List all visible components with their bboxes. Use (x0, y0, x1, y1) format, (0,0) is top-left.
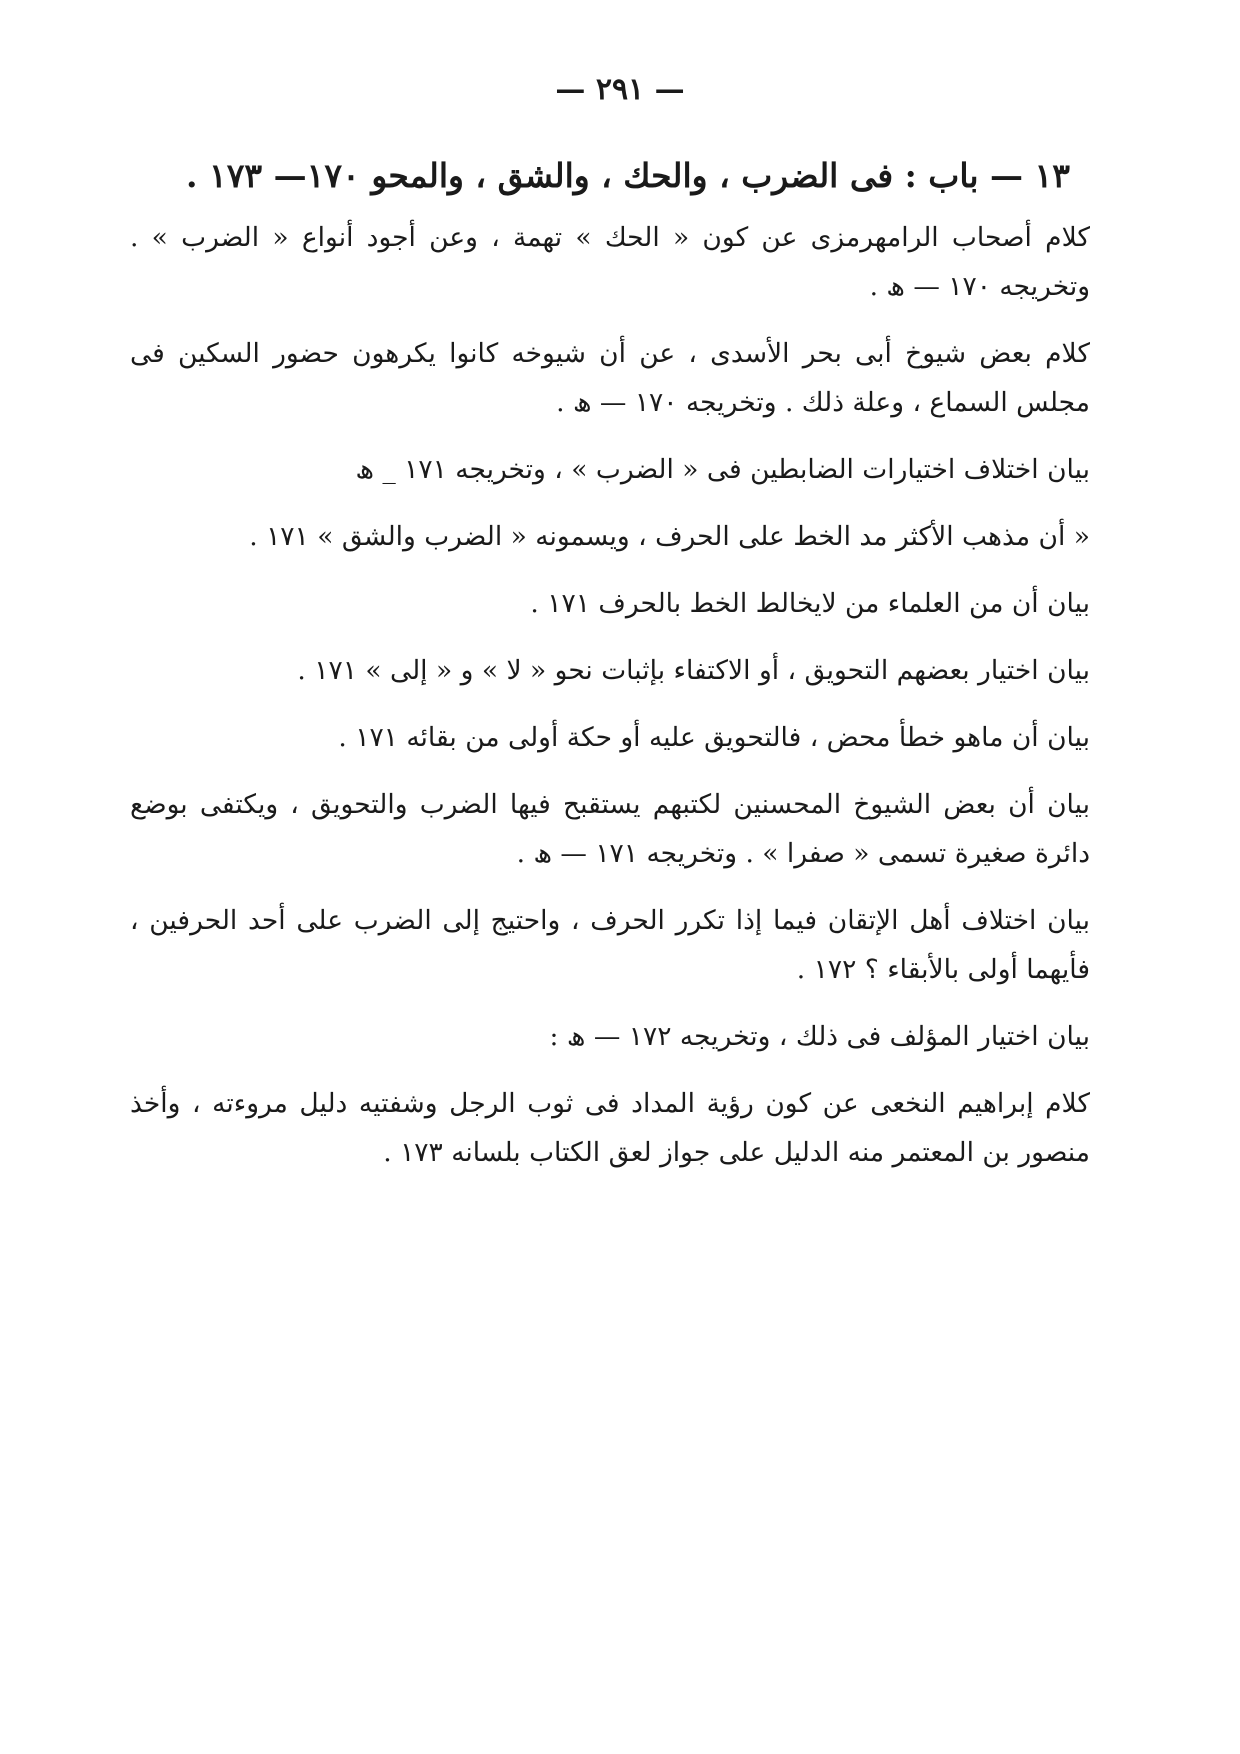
index-content (130, 150, 1090, 1195)
index-entry: بيان أن بعض الشيوخ المحسنين لكتبهم يستقبح فيها الضرب والتحويق ، ويكتفى بوضع دائرة صغيرة تسمى « صفرا » . وتخريجه ١٧١ — ھ . (130, 788, 1090, 869)
chapter-heading: ١٣ — باب : فى الضرب ، والحك ، والشق ، والمحو ١٧٠— ١٧٣ . (186, 156, 1070, 195)
page-number: — ٢٩١ — (555, 72, 685, 107)
index-entry: بيان اختلاف أهل الإتقان فيما إذا تكرر الحرف ، واحتيج إلى الضرب على أحد الحرفين ، فأيهما أولى بالأبقاء ؟ ١٧٢ . (130, 904, 1090, 985)
index-entry: كلام أصحاب الرامهرمزى عن كون « الحك » تهمة ، وعن أجود أنواع « الضرب » . وتخريجه ١٧٠ — ھ . (130, 221, 1090, 302)
index-entry: بيان أن ماهو خطأ محض ، فالتحويق عليه أو حكة أولى من بقائه ١٧١ . (338, 721, 1090, 753)
index-entry: بيان اختلاف اختيارات الضابطين فى « الضرب » ، وتخريجه ١٧١ _ ھ (355, 453, 1090, 485)
index-entry: بيان اختيار المؤلف فى ذلك ، وتخريجه ١٧٢ — ھ : (549, 1021, 1090, 1052)
index-entry: كلام إبراهيم النخعى عن كون رؤية المداد فى ثوب الرجل وشفتيه دليل مروءته ، وأخذ منصور بن المعتمر منه الدليل على جواز لعق الكتاب بلسانه ١٧٣ . (130, 1088, 1090, 1169)
index-entry: « أن مذهب الأكثر مد الخط على الحرف ، ويسمونه « الضرب والشق » ١٧١ . (249, 520, 1090, 552)
index-entry: بيان أن من العلماء من لايخالط الخط بالحرف ١٧١ . (530, 587, 1090, 619)
index-entry: بيان اختيار بعضهم التحويق ، أو الاكتفاء بإثبات نحو « لا » و « إلى » ١٧١ . (297, 654, 1090, 686)
index-entry: كلام بعض شيوخ أبى بحر الأسدى ، عن أن شيوخه كانوا يكرهون حضور السكين فى مجلس السماع ، وعلة ذلك . وتخريجه ١٧٠ — ھ . (130, 337, 1090, 418)
